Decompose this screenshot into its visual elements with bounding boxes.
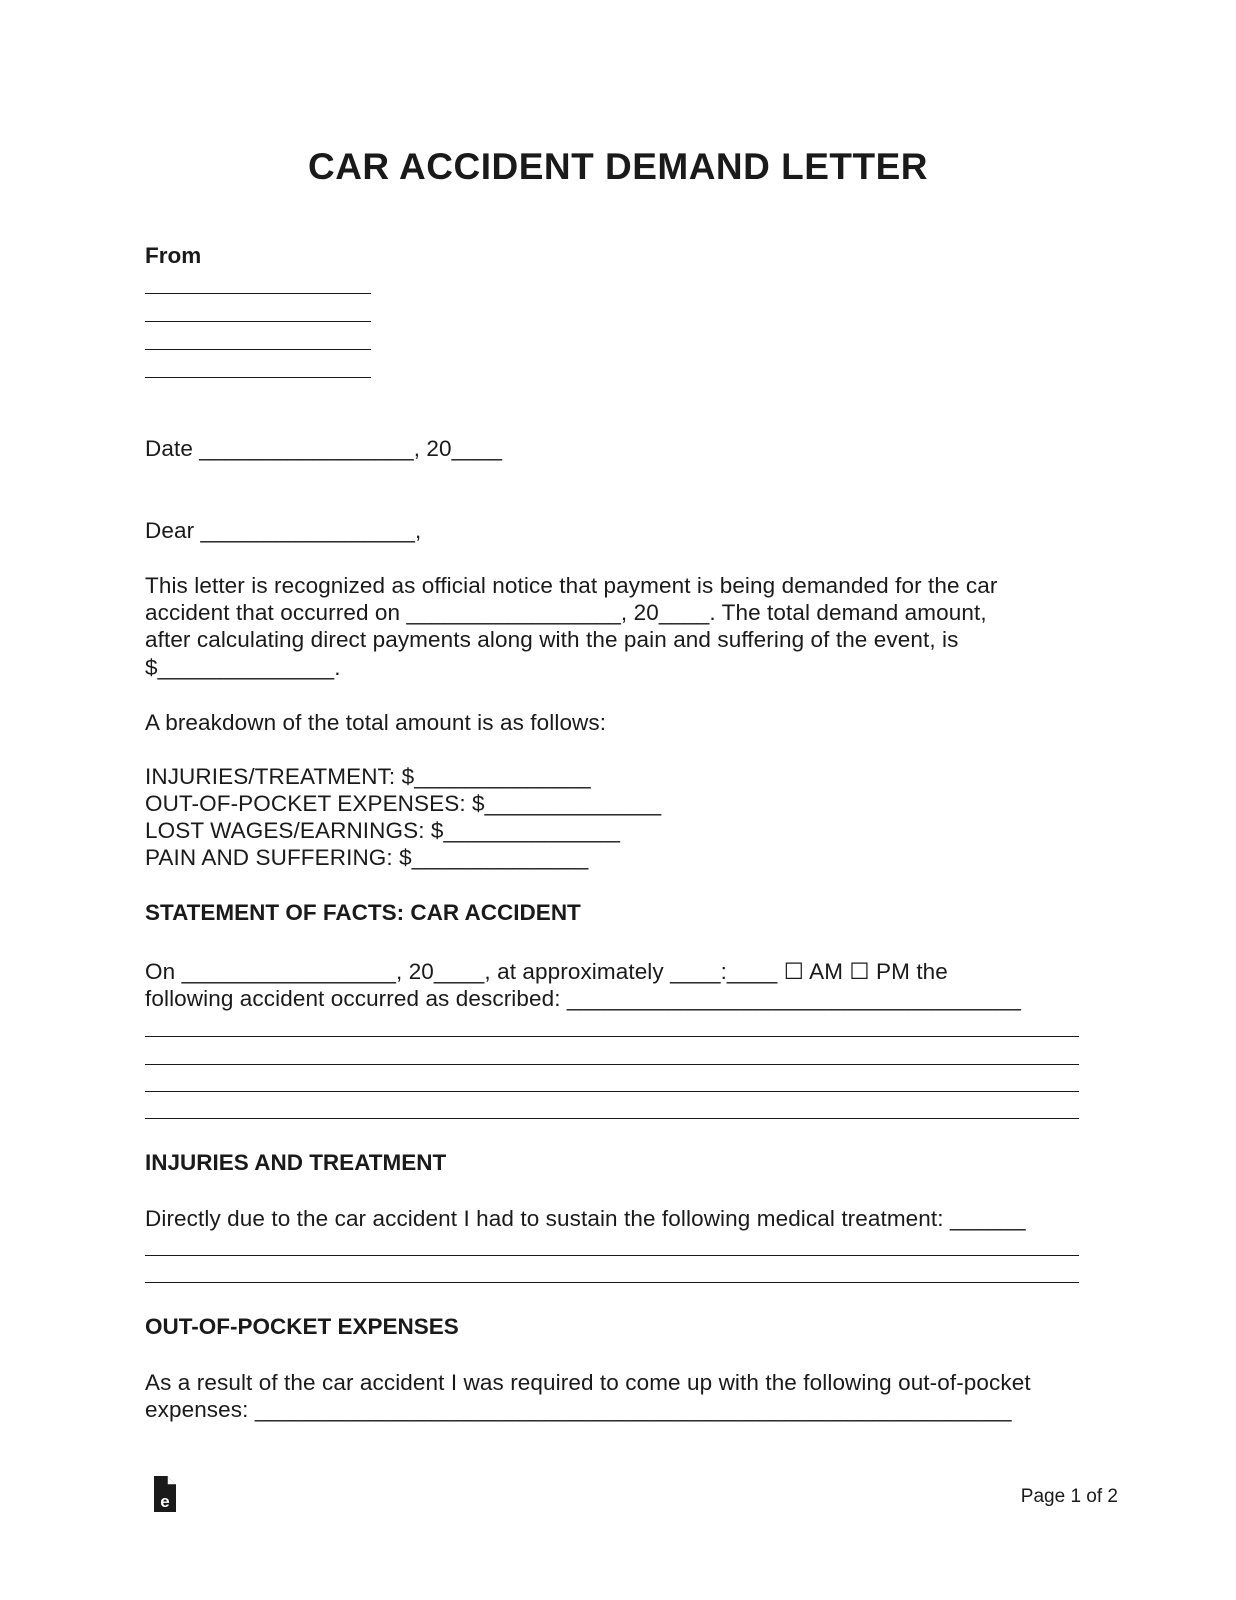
- expenses-line-2: expenses: ____________________________________________________________: [145, 1397, 1012, 1422]
- facts-line-1: On _________________, 20____, at approximately ____:____ ☐ AM ☐ PM the: [145, 959, 948, 984]
- injuries-blank-line-1: [145, 1255, 1079, 1256]
- from-line-2: [145, 321, 371, 322]
- page-number: Page 1 of 2: [1020, 1486, 1118, 1507]
- facts-blank-line-4: [145, 1118, 1079, 1119]
- intro-line-3: after calculating direct payments along with the pain and suffering of the event, is: [145, 627, 959, 652]
- dear-line: Dear _________________,: [145, 518, 422, 543]
- expenses-line-1: As a result of the car accident I was required to come up with the following out-of-pocket: [145, 1370, 1031, 1395]
- date-line: Date _________________, 20____: [145, 436, 503, 461]
- injuries-blank-line-2: [145, 1282, 1079, 1283]
- eforms-logo-icon: [150, 1474, 178, 1514]
- breakdown-item-expenses: OUT-OF-POCKET EXPENSES: $______________: [145, 791, 662, 816]
- breakdown-intro: A breakdown of the total amount is as follows:: [145, 710, 607, 735]
- breakdown-item-wages: LOST WAGES/EARNINGS: $______________: [145, 818, 621, 843]
- injuries-heading: INJURIES AND TREATMENT: [145, 1150, 447, 1175]
- document-title: CAR ACCIDENT DEMAND LETTER: [307, 146, 929, 187]
- facts-line-2: following accident occurred as described: ____________________________________: [145, 986, 1022, 1011]
- breakdown-item-pain: PAIN AND SUFFERING: $______________: [145, 845, 589, 870]
- facts-blank-line-1: [145, 1036, 1079, 1037]
- from-line-3: [145, 349, 371, 350]
- from-line-1: [145, 293, 371, 294]
- facts-blank-line-3: [145, 1091, 1079, 1092]
- intro-line-2: accident that occurred on _________________, 20____. The total demand amount,: [145, 600, 987, 625]
- from-line-4: [145, 377, 371, 378]
- from-label: From: [145, 243, 202, 268]
- logo-letter: e: [160, 1492, 170, 1511]
- injuries-line: Directly due to the car accident I had to sustain the following medical treatment: ______: [145, 1206, 1026, 1231]
- breakdown-item-injuries: INJURIES/TREATMENT: $______________: [145, 764, 591, 789]
- facts-blank-line-2: [145, 1064, 1079, 1065]
- expenses-heading: OUT-OF-POCKET EXPENSES: [145, 1314, 459, 1339]
- intro-line-4: $______________.: [145, 655, 341, 680]
- facts-heading: STATEMENT OF FACTS: CAR ACCIDENT: [145, 900, 581, 925]
- intro-line-1: This letter is recognized as official notice that payment is being demanded for the car: [145, 573, 998, 598]
